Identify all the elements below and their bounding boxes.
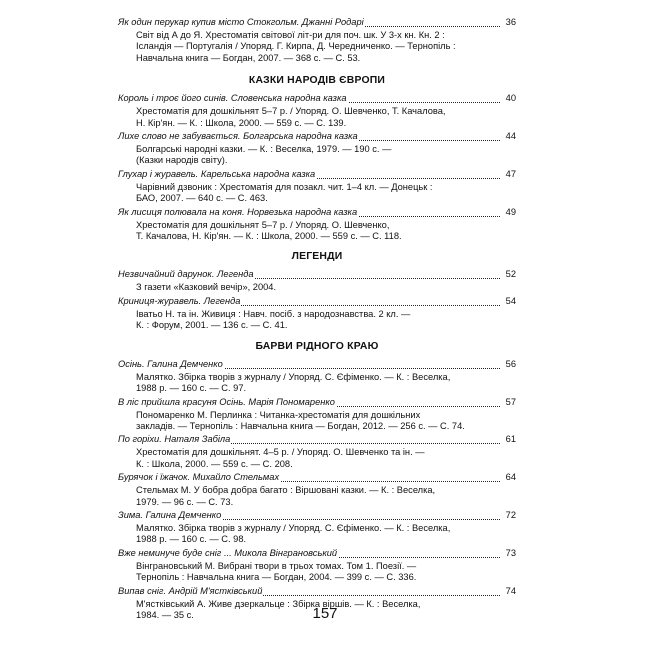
entry-source-line: Вінграновський М. Вибрані твори в трьох томах. Том 1. Поезії. — [136,560,417,571]
entry-source [136,144,516,167]
entry-source [136,372,516,395]
entry-source-line: Болгарські народні казки. — К. : Веселка, 1979. — 190 с. — [136,144,392,155]
entry-source-line: М'ястківський А. Живе дзеркальце : Збірка віршів. — К. : Веселка, [136,598,421,609]
entry-title: В ліс прийшла красуня Осінь. Марія Пономаренко [118,396,335,407]
section-heading: ЛЕГЕНДИ [291,251,343,263]
entry-title: Осінь. Галина Демченко [118,358,223,369]
entry-title: По горіхи. Наталя Забіла [118,434,231,445]
entry-heading-line [118,16,516,29]
entry-source [136,220,516,243]
entry-page-number: 56 [505,358,516,369]
entry-source-line: 1979. — 96 с. — С. 73. [136,496,234,507]
entry-page-number: 52 [505,269,516,280]
entry-source-line: 1988 р. — 160 с. — С. 98. [136,534,247,545]
entry-title: Незвичайний дарунок. Легенда [118,269,254,280]
section-heading: КАЗКИ НАРОДІВ ЄВРОПИ [248,75,386,87]
entry-title: Криниця-журавель. Легенда [118,295,241,306]
entry-title: Як лисиця полювала на коня. Норвезька народна казка [118,206,358,217]
toc-section-native [118,340,516,622]
entry-heading-line [118,130,516,143]
toc-entry [118,509,516,546]
entry-heading-line [118,433,516,446]
entry-source-line: З газети «Казковий вечір», 2004. [136,282,277,293]
toc-entry [118,130,516,167]
entry-heading-line [118,509,516,522]
entry-source-line: 1988 р. — 160 с. — С. 97. [136,383,247,394]
toc-entry [118,471,516,508]
entry-source [136,447,516,470]
toc-entry [118,92,516,129]
entry-heading-line [118,396,516,409]
entry-page-number: 57 [505,396,516,407]
entry-source-line: закладів. — Тернопіль : Навчальна книга — Богдан, 2012. — 256 с. — С. 74. [136,420,465,431]
entry-page-number: 74 [505,585,516,596]
entry-source [136,410,516,433]
entry-source [136,106,516,129]
entry-source-line: Пономаренко М. Перлинка : Читанка-хрестоматія для дошкільних [136,409,421,420]
toc-entry [118,206,516,243]
entry-source-line: Іватьо Н. та ін. Живиця : Навч. посіб. з народознавства. 2 кл. — [136,308,411,319]
entry-page-number: 40 [505,93,516,104]
entry-title: Бурячок і їжачок. Михайло Стельмах [118,472,280,483]
entry-page-number: 72 [505,509,516,520]
entry-title: Випав сніг. Андрій М'ястківський [118,585,263,596]
toc-entry [118,168,516,205]
entry-heading-line [118,585,516,598]
entry-page-number: 61 [505,434,516,445]
entry-source-line: Малятко. Збірка творів з журналу / Упоряд. С. Єфіменко. — К. : Веселка, [136,522,451,533]
toc-section-intro [118,16,516,64]
entry-page-number: 54 [505,295,516,306]
entry-source [136,282,516,293]
entry-source-line: Малятко. Збірка творів з журналу / Упоряд. С. Єфіменко. — К. : Веселка, [136,371,451,382]
entry-source-line: (Казки народів світу). [136,155,228,166]
entry-source-line: Ісландія — Португалія / Упоряд. Г. Кирпа, Д. Чередниченко. — Тернопіль : [136,41,456,52]
entry-title: Глухар і журавель. Карельська народна казка [118,168,316,179]
entry-source [136,309,516,332]
entry-heading-line [118,471,516,484]
entry-source-line: Хрестоматія для дошкільнят 5–7 р. / Упоряд. О. Шевченко, [136,219,390,230]
toc-entry [118,268,516,293]
entry-source-line: Тернопіль : Навчальна книга — Богдан, 2004. — 399 с. — С. 336. [136,572,417,583]
entry-title: Король і троє його синів. Словенська народна казка [118,93,347,104]
entry-source-line: Чарівний дзвоник : Хрестоматія для позакл. чит. 1–4 кл. — Донецьк : [136,181,433,192]
entry-source-line: Н. Кір'ян. — К. : Школа, 2000. — 559 с. — С. 139. [136,117,347,128]
entry-heading-line [118,168,516,181]
table-of-contents [118,16,516,622]
toc-entry [118,295,516,332]
toc-entry [118,433,516,470]
entry-heading-line [118,206,516,219]
entry-source-line: К. : Школа, 2000. — 559 с. — С. 208. [136,458,293,469]
entry-source [136,182,516,205]
entry-source [136,561,516,584]
entry-page-number: 44 [505,131,516,142]
entry-source-line: 1984. — 35 с. [136,609,194,620]
entry-source [136,523,516,546]
entry-heading-line [118,358,516,371]
entry-source [136,30,516,64]
entry-title: Зима. Галина Демченко [118,509,222,520]
entry-page-number: 36 [505,17,516,27]
toc-section-legends [118,250,516,331]
entry-source-line: К. : Форум, 2001. — 136 с. — С. 41. [136,320,288,331]
toc-entry [118,547,516,584]
entry-source-line: БАО, 2007. — 640 с. — С. 463. [136,193,268,204]
entry-title: Лихе слово не забувається. Болгарська народна казка [118,131,358,142]
entry-source-line: Навчальна книга — Богдан, 2007. — 368 с. — С. 53. [136,52,361,63]
entry-title: Як один перукар купив місто Стокгольм. Джанні Родарі [118,17,364,27]
toc-entry [118,16,516,64]
toc-section-europe [118,74,516,242]
entry-source-line: Хрестоматія для дошкільнят. 4–5 р. / Упоряд. О. Шевченко та ін. — [136,447,425,458]
entry-page-number: 64 [505,472,516,483]
entry-source-line: Т. Качалова, Н. Кір'ян. — К. : Школа, 2000. — 559 с. — С. 118. [136,231,402,242]
page-number: 157 [312,605,338,622]
toc-entry [118,358,516,395]
entry-heading-line [118,547,516,560]
entry-heading-line [118,92,516,105]
toc-entry [118,396,516,433]
entry-page-number: 49 [505,206,516,217]
entry-heading-line [118,268,516,281]
entry-source [136,485,516,508]
entry-source-line: Світ від А до Я. Хрестоматія світової літ-ри для поч. шк. У 3-х кн. Кн. 2 : [136,30,445,40]
entry-page-number: 73 [505,547,516,558]
entry-page-number: 47 [505,168,516,179]
entry-source-line: Хрестоматія для дошкільнят 5–7 р. / Упоряд. О. Шевченко, Т. Качалова, [136,106,446,117]
entry-heading-line [118,295,516,308]
entry-source-line: Стельмах М. У бобра добра багато : Віршовані казки. — К. : Веселка, [136,485,436,496]
entry-title: Вже неминуче буде сніг ... Микола Вінграновський [118,547,338,558]
section-heading: БАРВИ РІДНОГО КРАЮ [255,340,379,352]
